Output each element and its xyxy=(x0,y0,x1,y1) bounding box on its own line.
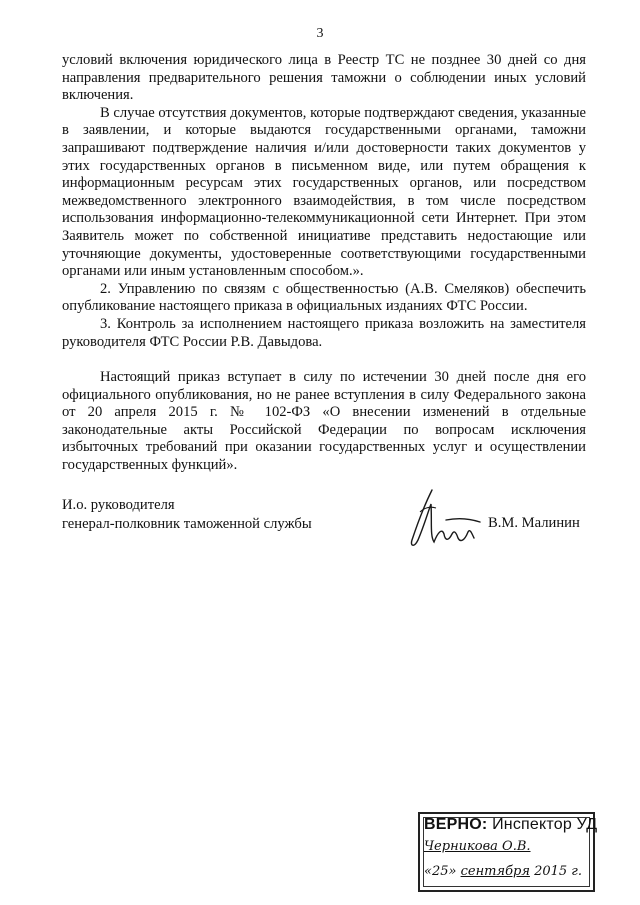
certification-stamp xyxy=(418,812,598,892)
paragraph-effective-date: Настоящий приказ вступает в силу по истечении 30 дней после дня его официального опубликования, но не ранее вступления в силу Федерального закона от 20 апреля 2015 г. № 102-ФЗ «О внесении изменений в отдельные законодательные акты Российской Федерации по вопросам исключения избыточных требований при оказании государственных услуг и осуществлении государственных функций». xyxy=(62,369,586,474)
stamp-unit: УД xyxy=(576,816,598,833)
paragraph-item-3: 3. Контроль за исполнением настоящего приказа возложить на заместителя руководителя ФТС России Р.В. Давыдова. xyxy=(62,315,586,350)
document-body xyxy=(62,52,586,475)
signer-position: И.о. руководителя xyxy=(62,497,175,513)
stamp-role: Инспектор xyxy=(492,816,572,833)
stamp-date-month: сентября xyxy=(460,864,530,879)
paragraph-item-2: 2. Управлению по связям с общественностью (А.В. Смеляков) обеспечить опубликование настоящего приказа в официальных изданиях ФТС России. xyxy=(62,280,586,315)
stamp-handwritten-name xyxy=(424,839,531,854)
page-number: 3 xyxy=(316,26,324,41)
stamp-header xyxy=(424,816,597,834)
signer-name: В.М. Малинин xyxy=(488,515,580,531)
paragraph-continuation: условий включения юридического лица в Реестр ТС не позднее 30 дней со дня направления предварительного решения таможни о соблюдении иных условий включения. xyxy=(62,52,586,104)
paragraph-documents: В случае отсутствия документов, которые подтверждают сведения, указанные в заявлении, и которые выдаются государственными органами, таможни запрашивают подтверждение наличия и/или достоверности таких документов у этих государственных органов в письменном виде, или путем обращения к информационным ресурсам этих государственных органов, или посредством межведомственного электронного взаимодействия, в том числе посредством использования информационно-телекоммуникационной сети Интернет. При этом Заявитель может по собственной инициативе представить недостающие или уточняющие документы, удостоверенные соответствующими государственными органами или иным установленным способом.». xyxy=(62,104,586,280)
stamp-date-day: «25» xyxy=(424,864,457,879)
stamp-name: Черникова О.В. xyxy=(424,839,531,854)
signer-rank: генерал-полковник таможенной службы xyxy=(62,516,312,532)
stamp-verno: ВЕРНО: xyxy=(424,816,488,833)
stamp-date xyxy=(424,864,582,879)
handwritten-signature xyxy=(398,482,484,562)
stamp-date-year: 2015 г. xyxy=(534,864,582,879)
